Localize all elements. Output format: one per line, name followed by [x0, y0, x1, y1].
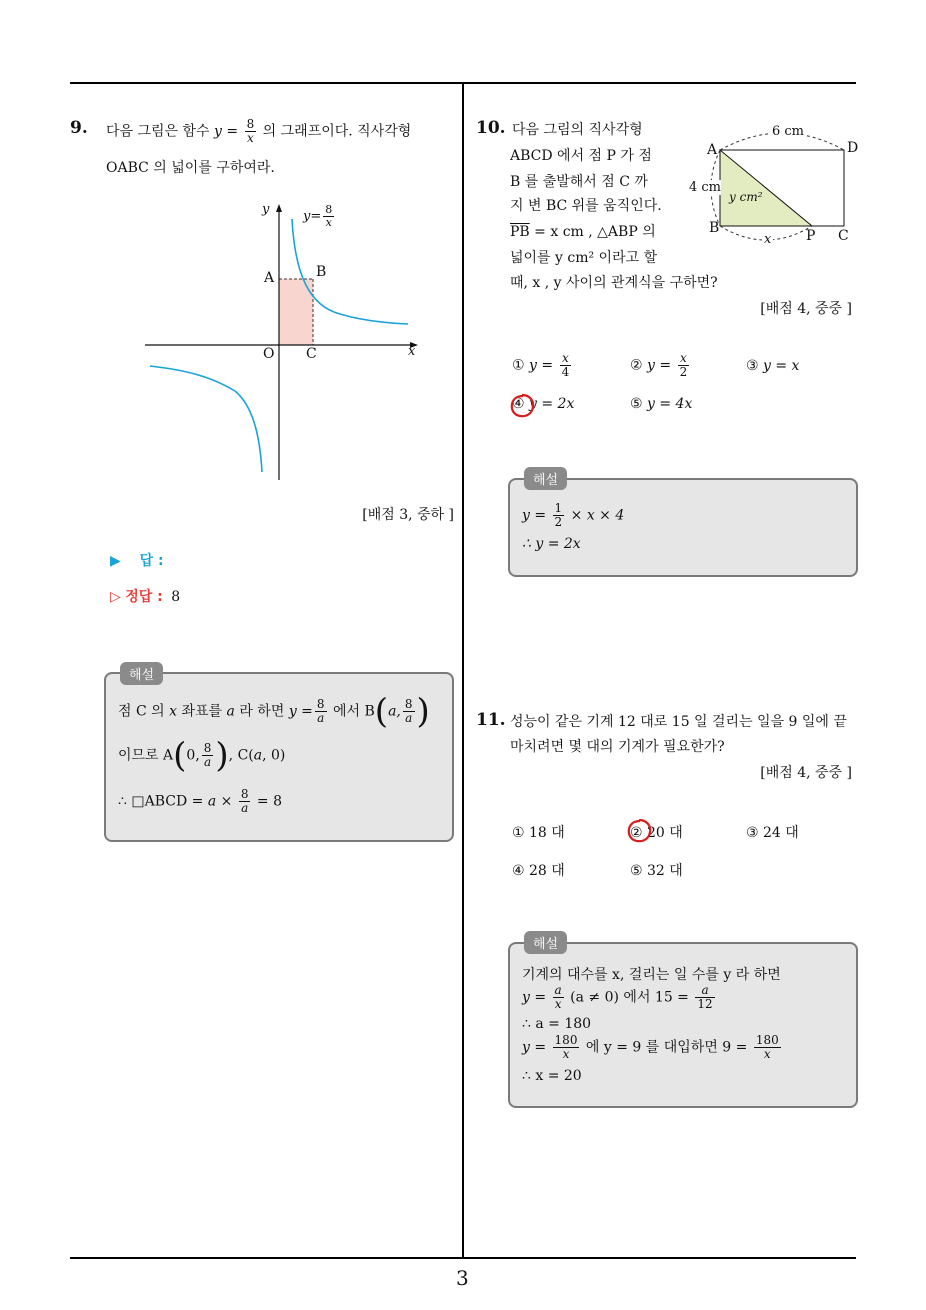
- q10-rectangle-figure: [700, 124, 860, 254]
- q10-line5: $\overline{PB} = x$ cm , △ABP 의: [510, 224, 656, 240]
- q9-line1-pre: 다음 그림은 함수: [106, 123, 210, 140]
- q10-choice-2[interactable]: ② y = $\frac{x}{2}$: [630, 351, 688, 379]
- q10-line6: 넓이를 y cm² 이라고 할: [510, 250, 658, 266]
- fig-area-label: y cm²: [729, 190, 763, 204]
- q10-choice-5[interactable]: ⑤ y = 4x: [630, 396, 693, 412]
- fig-point-p: P: [806, 228, 816, 244]
- q9-solution-line2: 이므로 A(0, $\frac{8}{a}$ ), C(a, 0): [118, 735, 286, 776]
- graph-curve-label: y= $\frac{8}{x}$: [303, 203, 333, 229]
- q11-solution-line2: y = $\frac{a}{x}$ (a ≠ 0) 에서 15 = $\frac{a}{12}$: [522, 983, 713, 1011]
- hyperbola-branch-q3: [150, 366, 262, 472]
- q11-choice-2[interactable]: ② 20 대: [630, 825, 683, 841]
- fig-top-length: 6 cm: [772, 124, 805, 139]
- q10-choice-3[interactable]: ③ y = x: [746, 358, 800, 374]
- fig-point-a: A: [707, 142, 718, 158]
- fig-point-c: C: [838, 228, 849, 244]
- q11-score: [배점 4, 중중 ]: [760, 765, 852, 781]
- q10-line2: ABCD 에서 점 P 가 점: [510, 148, 652, 164]
- fig-point-b: B: [709, 220, 720, 236]
- graph-point-c: C: [306, 346, 317, 362]
- question-number-10: 10.: [476, 118, 506, 138]
- q11-choice-5[interactable]: ⑤ 32 대: [630, 863, 683, 879]
- q10-choice-1[interactable]: ① y = $\frac{x}{4}$: [512, 351, 570, 379]
- graph-origin: O: [263, 346, 275, 362]
- column-divider: [462, 84, 464, 1258]
- segment-pb: $\overline{PB}$: [510, 224, 530, 240]
- q11-line2: 마치려면 몇 대의 기계가 필요한가?: [510, 739, 725, 755]
- q10-line1: 다음 그림의 직사각형: [512, 122, 643, 138]
- q11-choice-1[interactable]: ① 18 대: [512, 825, 565, 841]
- bottom-rule: [70, 1257, 856, 1259]
- q9-solution-tag: 해설: [120, 662, 163, 685]
- q9-line2: OABC 의 넓이를 구하여라.: [106, 160, 275, 176]
- correct-row: [110, 586, 180, 606]
- q11-choice-3[interactable]: ③ 24 대: [746, 825, 799, 841]
- graph-point-a: A: [264, 270, 275, 286]
- q10-solution-tag: 해설: [524, 467, 567, 490]
- q11-choice-4[interactable]: ④ 28 대: [512, 863, 565, 879]
- q11-selection-ring-icon: [625, 817, 653, 845]
- q10-choice-4[interactable]: ④ y = 2x: [512, 396, 575, 412]
- q9-solution-line3: ∴ □ABCD = a × $\frac{8}{a}$ = 8: [118, 787, 283, 815]
- q10-solution-line2: ∴ y = 2x: [522, 536, 581, 552]
- outline-play-icon: ▷: [110, 589, 121, 605]
- q9-hyperbola-graph: [140, 196, 430, 486]
- q10-line7: 때, x , y 사이의 관계식을 구하면?: [510, 275, 718, 291]
- q9-line1-post: 의 그래프이다. 직사각형: [262, 123, 412, 140]
- answer-row: [110, 550, 164, 570]
- question-number-11: 11.: [476, 710, 506, 730]
- graph-y-label: y: [262, 202, 270, 217]
- fig-side-length: 4 cm: [689, 180, 722, 195]
- q11-solution-line1: 기계의 대수를 x, 걸리는 일 수를 y 라 하면: [522, 967, 781, 983]
- q9-func-frac: $\frac{8}{x}$: [246, 117, 255, 145]
- q9-solution-line1: 점 C 의 x 좌표를 a 라 하면 y = $\frac{8}{a}$ 에서 B(a, $\frac{8}{a}$ ): [118, 691, 430, 732]
- q9-score: [배점 3, 중하 ]: [362, 507, 454, 523]
- graph-point-b: B: [316, 264, 327, 280]
- answer-label: 답 :: [139, 553, 164, 569]
- q11-line1: 성능이 같은 기계 12 대로 15 일 걸리는 일을 9 일에 끝: [510, 714, 847, 730]
- fig-point-d: D: [847, 140, 859, 156]
- q11-solution-line3: ∴ a = 180: [522, 1016, 592, 1032]
- q11-solution-tag: 해설: [524, 931, 567, 954]
- graph-x-label: x: [408, 344, 416, 359]
- q9-line1: [106, 118, 411, 145]
- page-number: 3: [456, 1266, 469, 1290]
- q9-func-lhs: y =: [214, 123, 239, 140]
- triangle-abp: [720, 150, 812, 226]
- play-icon: ▶: [110, 553, 121, 569]
- q10-solution-line1: y = $\frac{1}{2}$ × x × 4: [522, 501, 625, 529]
- correct-value: 8: [171, 589, 181, 605]
- q11-solution-line4: y = $\frac{180}{x}$ 에 y = 9 를 대입하면 9 = $\frac{180}{x}$: [522, 1033, 779, 1061]
- q10-line4: 지 변 BC 위를 움직인다.: [510, 198, 662, 214]
- y-axis-arrow-icon: [276, 204, 282, 212]
- q11-solution-line5: ∴ x = 20: [522, 1068, 582, 1084]
- q10-selection-ring-icon: [508, 392, 536, 420]
- q10-line3: B 를 출발해서 점 C 까: [510, 174, 648, 190]
- question-number-9: 9.: [70, 118, 88, 138]
- correct-label: 정답 :: [125, 589, 163, 605]
- fig-bottom-length: x: [764, 232, 772, 247]
- q10-score: [배점 4, 중중 ]: [760, 301, 852, 317]
